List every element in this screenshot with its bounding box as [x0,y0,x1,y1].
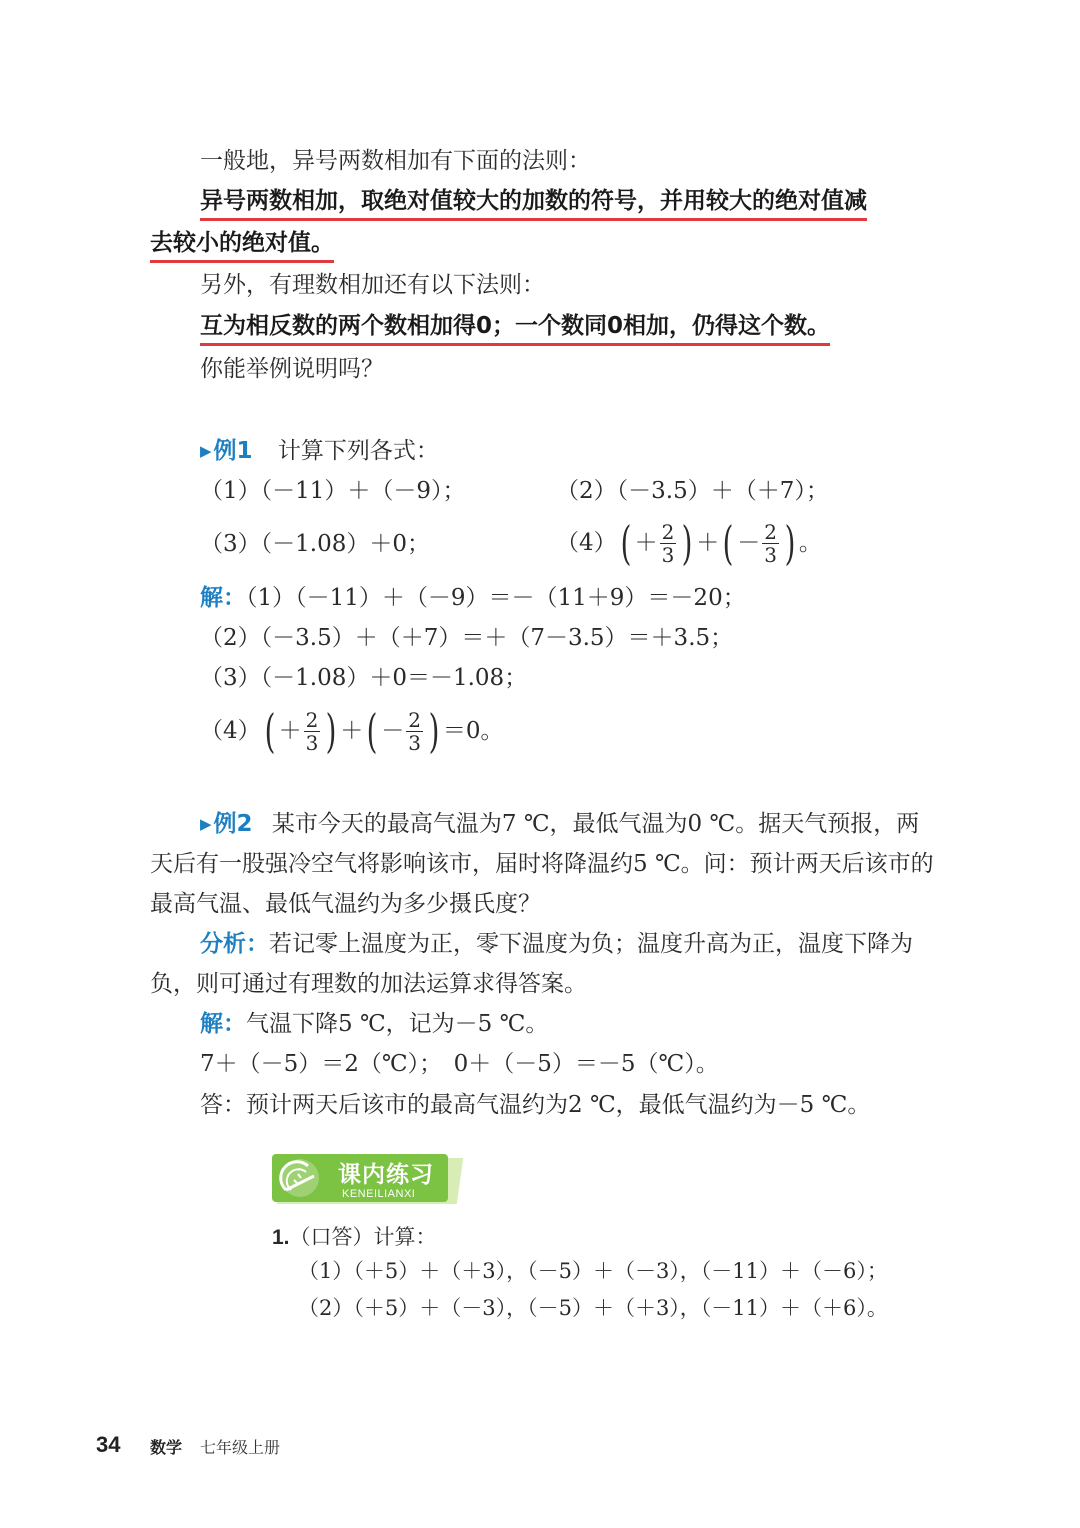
exercise-title: 课内练习 [338,1162,434,1188]
rule-1-line-b: 去较小的绝对值。 [150,228,334,263]
example-2-analysis-2: 负，则可通过有理数的加法运算求得答案。 [150,971,587,997]
example-1-tag: ▶例1 [200,438,253,464]
example-1-problem-2: （2）（－3.5）＋（＋7）； [556,478,829,504]
rule-2: 互为相反数的两个数相加得0；一个数同0相加，仍得这个数。 [200,311,830,346]
example-2-solution-1: 解：气温下降5 ℃，记为－5 ℃。 [200,1011,549,1037]
protractor-icon [278,1156,322,1200]
solution-tag: 解： [200,585,246,611]
example-2-tag: ▶例2 [200,811,253,837]
intro-question: 你能举例说明吗？ [200,356,384,382]
solution-tag: 解： [200,1011,246,1037]
example-1-solution-4: （4） ( ＋ $\frac{2}{3}$ ) ＋ ( － $\frac{2}{3}$ ) ＝0。 [200,704,504,758]
example-1-heading [200,436,439,466]
exercise-question-1: 1.（口答）计算： [272,1225,437,1249]
rule-1-line-a: 异号两数相加，取绝对值较大的加数的符号，并用较大的绝对值减 [200,186,867,221]
example-1-prompt: 计算下列各式： [277,438,439,464]
triangle-icon: ▶ [200,442,212,460]
intro-line-1: 一般地，异号两数相加有下面的法则： [200,148,591,174]
exercise-item-2: （2）（＋5）＋（－3），（－5）＋（＋3），（－11）＋（＋6）。 [298,1296,888,1320]
footer-grade: 七年级上册 [200,1438,281,1457]
example-2-analysis-1: 分析：若记零上温度为正，零下温度为负；温度升高为正，温度下降为 [200,931,913,957]
example-1-problem-1: （1）（－11）＋（－9）； [200,478,466,504]
fraction: $\frac{2}{3}$ [661,519,675,567]
intro-line-2: 另外，有理数相加还有以下法则： [200,272,545,298]
example-1-solution-1: 解：（1）（－11）＋（－9）＝－（11＋9）＝－20； [200,585,746,611]
example-2-line-2: 天后有一股强冷空气将影响该市，届时将降温约5 ℃。问：预计两天后该市的 [150,851,934,877]
example-2-line-3: 最高气温、最低气温约为多少摄氏度？ [150,891,541,917]
fraction: $\frac{2}{3}$ [305,707,319,755]
question-number: 1. [272,1226,290,1249]
example-2-solution-2: 7＋（－5）＝2（℃）； 0＋（－5）＝－5（℃）。 [200,1051,719,1077]
exercise-subtitle: KENEILIANXI [342,1188,416,1200]
fraction: $\frac{2}{3}$ [764,519,777,567]
example-1-problem-3: （3）（－1.08）＋0； [200,531,430,557]
footer-subject: 数学 [150,1438,183,1457]
exercise-badge [272,1152,464,1208]
example-2-line-1: ▶例2 某市今天的最高气温为7 ℃，最低气温为0 ℃。据天气预报，两 [200,811,920,837]
analysis-tag: 分析： [200,931,269,957]
triangle-icon: ▶ [200,815,212,833]
example-1-solution-2: （2）（－3.5）＋（＋7）＝＋（7－3.5）＝＋3.5； [200,625,734,651]
example-1-solution-3: （3）（－1.08）＋0＝－1.08； [200,665,528,691]
fraction: $\frac{2}{3}$ [408,707,421,755]
page-number: 34 [96,1432,121,1457]
exercise-item-1: （1）（＋5）＋（＋3），（－5）＋（－3），（－11）＋（－6）； [298,1259,888,1283]
example-2-answer: 答：预计两天后该市的最高气温约为2 ℃，最低气温约为－5 ℃。 [200,1092,871,1118]
example-1-problem-4: （4） ( ＋ $\frac{2}{3}$ ) ＋ ( － $\frac{2}{3}$ ) 。 [556,516,822,570]
